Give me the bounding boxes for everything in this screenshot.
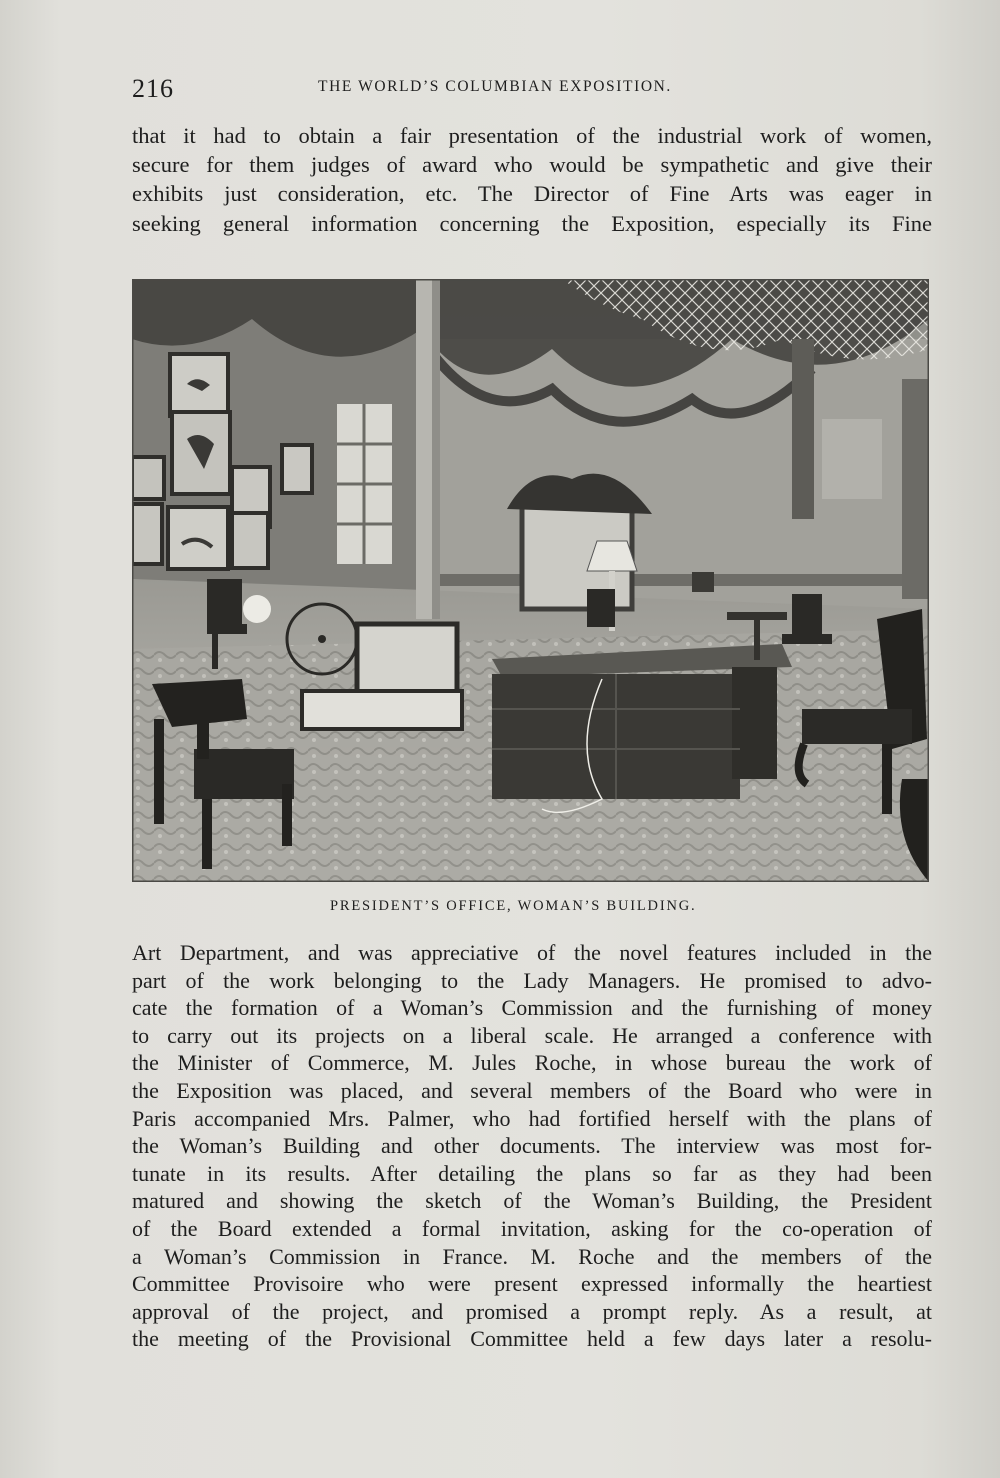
text-line: approval of the project, and promised a prompt reply. As a result, at	[132, 1298, 932, 1324]
text-line: to carry out its projects on a liberal scale. He arranged a conference with	[132, 1022, 932, 1048]
text-line: a Woman’s Commission in France. M. Roche and the members of the	[132, 1243, 932, 1269]
running-title: THE WORLD’S COLUMBIAN EXPOSITION.	[318, 78, 672, 95]
paragraph-top	[132, 121, 932, 238]
text-line: tunate in its results. After detailing the plans so far as they had been	[132, 1160, 932, 1186]
figure-caption: PRESIDENT’S OFFICE, WOMAN’S BUILDING.	[330, 898, 697, 914]
text-line: that it had to obtain a fair presentation of the industrial work of women,	[132, 123, 932, 148]
text-line: of the Board extended a formal invitation, asking for the co-operation of	[132, 1215, 932, 1241]
text-line: part of the work belonging to the Lady Managers. He promised to advo-	[132, 967, 932, 993]
text-line: the Minister of Commerce, M. Jules Roche, in whose bureau the work of	[132, 1050, 932, 1076]
text-line: Committee Provisoire who were present expressed informally the heartiest	[132, 1271, 932, 1297]
page-number: 216	[132, 74, 174, 103]
text-line: cate the formation of a Woman’s Commission and the furnishing of money	[132, 995, 932, 1021]
text-line: the Exposition was placed, and several members of the Board who were in	[132, 1077, 932, 1103]
paragraph-bottom	[132, 939, 932, 1353]
text-line: matured and showing the sketch of the Woman’s Building, the President	[132, 1188, 932, 1214]
text-line: seeking general information concerning the Exposition, especially its Fine	[132, 210, 932, 236]
text-line: secure for them judges of award who would be sympathetic and give their	[132, 152, 932, 178]
photograph-president-office	[132, 279, 929, 882]
text-line: the meeting of the Provisional Committee held a few days later a resolu-	[132, 1326, 932, 1352]
text-line: Paris accompanied Mrs. Palmer, who had fortified herself with the plans of	[132, 1105, 932, 1131]
text-line: exhibits just consideration, etc. The Director of Fine Arts was eager in	[132, 181, 932, 207]
text-line: the Woman’s Building and other documents. The interview was most for-	[132, 1133, 932, 1159]
text-line: Art Department, and was appreciative of the novel features included in the	[132, 940, 932, 965]
